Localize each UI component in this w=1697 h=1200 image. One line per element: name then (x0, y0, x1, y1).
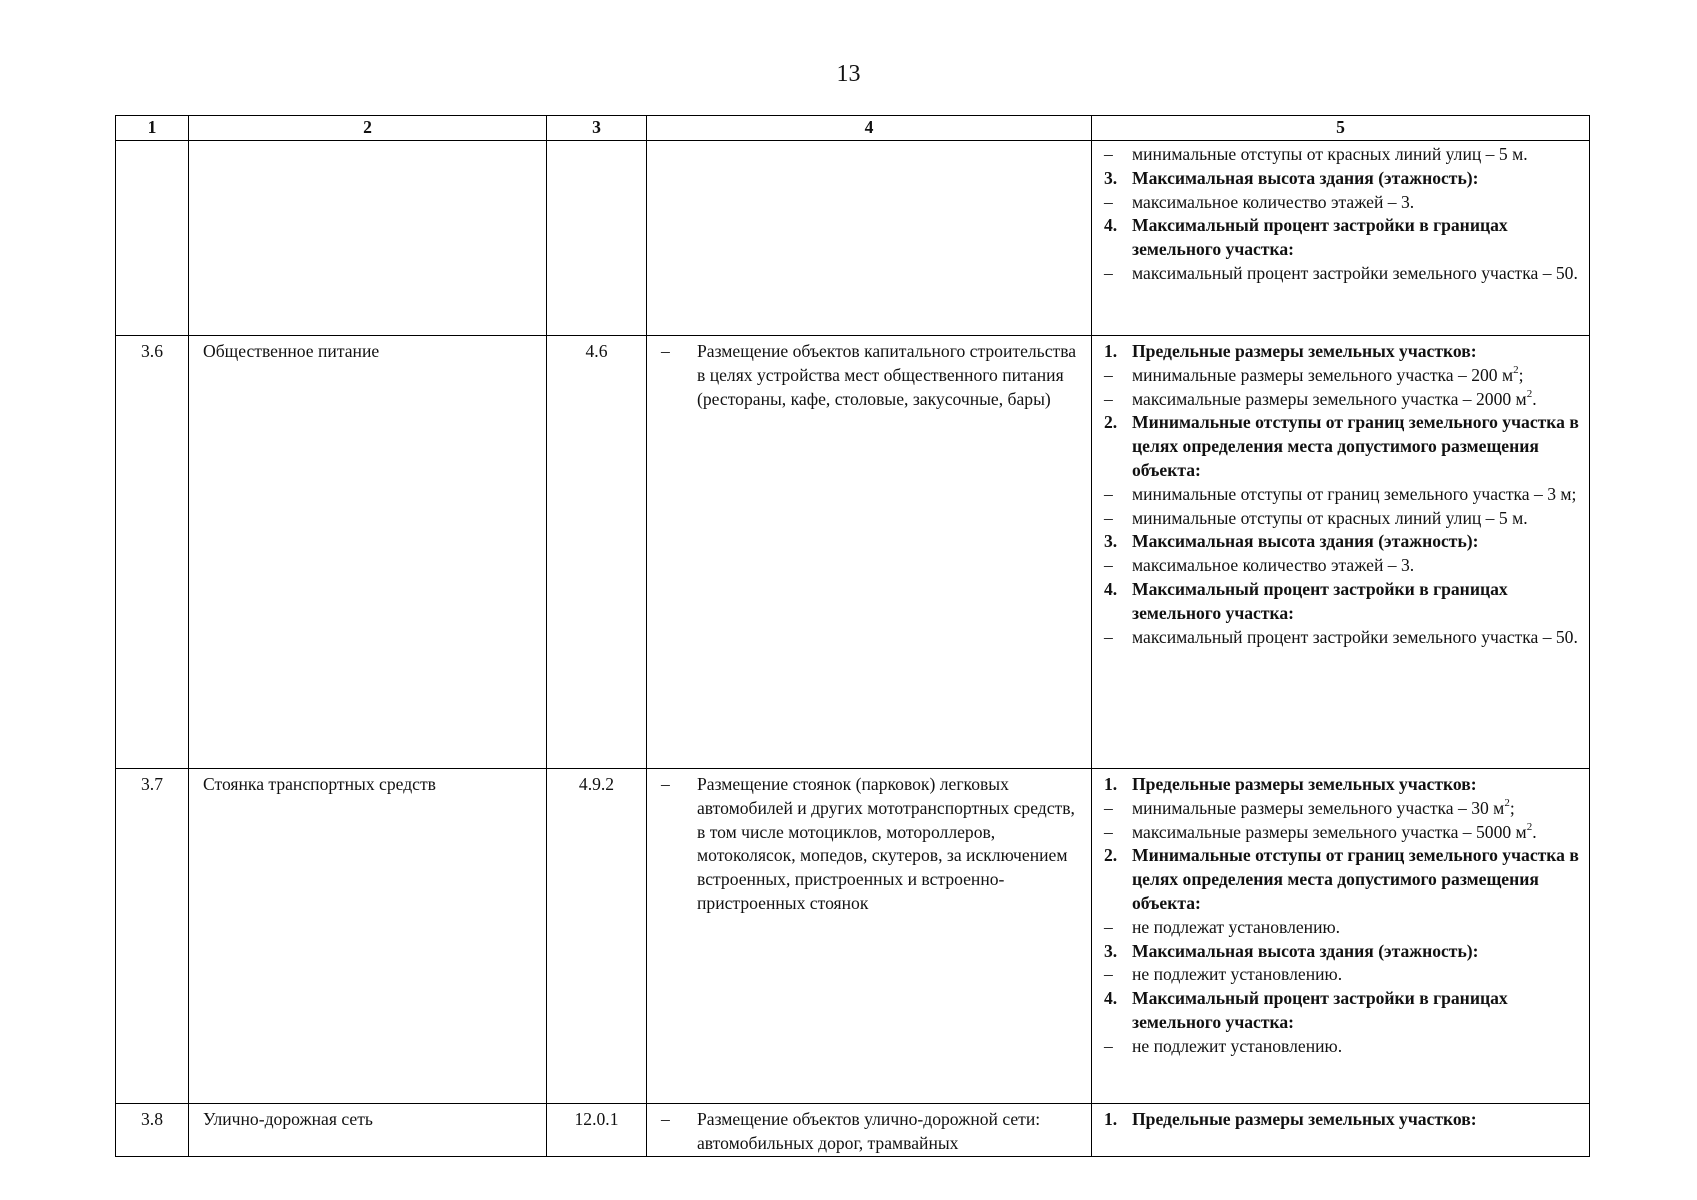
dash-marker: – (661, 341, 670, 361)
parameter-item (1104, 916, 1583, 940)
parameter-text: максимальный процент застройки земельного участка – 50. (1132, 626, 1578, 647)
description-item (661, 340, 1079, 411)
number-marker: 2. (1104, 412, 1118, 433)
parameter-text: минимальные отступы от границ земельного участка – 3 м; (1132, 483, 1577, 504)
parameter-item (1104, 626, 1583, 650)
parameter-item (1104, 262, 1583, 286)
parameter-item (1104, 364, 1583, 388)
parameter-heading (1104, 340, 1583, 364)
dash-marker: – (661, 774, 670, 794)
superscript: 2 (1526, 387, 1533, 400)
number-marker: 4. (1104, 988, 1118, 1009)
parameter-text: не подлежат установлению. (1132, 916, 1341, 937)
cell-description (647, 769, 1092, 1104)
parameter-heading (1104, 578, 1583, 626)
cell-code (547, 141, 647, 336)
parameter-text: Предельные размеры земельных участков: (1132, 1109, 1477, 1129)
dash-marker: – (1104, 483, 1113, 504)
dash-marker: – (1104, 821, 1113, 842)
dash-marker: – (1104, 626, 1113, 647)
dash-marker: – (1104, 1035, 1113, 1056)
parameter-text: Максимальный процент застройки в границах земельного участка: (1132, 215, 1508, 260)
parameter-heading (1104, 940, 1583, 964)
number-marker: 1. (1104, 774, 1118, 794)
superscript: 2 (1513, 363, 1519, 376)
parameter-text: не подлежит установлению. (1132, 1035, 1343, 1056)
cell-num (116, 141, 189, 336)
description-text: Размещение объектов улично-дорожной сети: автомобильных дорог, трамвайных (697, 1109, 1041, 1153)
cell-description (647, 1104, 1092, 1157)
parameter-text: минимальные отступы от красных линий улиц – 5 м. (1132, 144, 1528, 164)
parameter-text: не подлежит установлению. (1132, 964, 1343, 985)
table-row (116, 769, 1590, 1104)
cell-name: Общественное питание (189, 336, 547, 769)
parameter-text: минимальные отступы от красных линий улиц – 5 м. (1132, 507, 1528, 528)
number-marker: 4. (1104, 578, 1118, 599)
parameter-text: Минимальные отступы от границ земельного участка в целях определения места допустимого размещения объекта: (1132, 412, 1579, 480)
dash-marker: – (1104, 144, 1113, 164)
header-col-3: 3 (547, 116, 647, 141)
description-item (661, 1108, 1079, 1156)
parameter-text: максимальные размеры земельного участка – 2000 $м^2$. (1132, 387, 1537, 409)
dash-marker: – (1104, 797, 1113, 818)
table-row (116, 336, 1590, 769)
parameter-heading (1104, 167, 1583, 191)
dash-marker: – (1104, 964, 1113, 985)
dash-marker: – (1104, 507, 1113, 528)
dash-marker: – (1104, 262, 1113, 283)
description-text: Размещение объектов капитального строительства в целях устройства мест общественного питания (рестораны, кафе, столовые, закусочные, бары) (697, 341, 1077, 409)
header-col-5: 5 (1092, 116, 1590, 141)
dash-marker: – (1104, 388, 1113, 409)
parameter-item (1104, 388, 1583, 412)
parameter-text: Предельные размеры земельных участков: (1132, 341, 1477, 361)
parameter-text: Максимальная высота здания (этажность): (1132, 531, 1479, 552)
parameter-item (1104, 821, 1583, 845)
parameter-text: максимальное количество этажей – 3. (1132, 191, 1415, 212)
number-marker: 4. (1104, 215, 1118, 236)
header-col-1: 1 (116, 116, 189, 141)
cell-description (647, 141, 1092, 336)
number-marker: 3. (1104, 531, 1118, 552)
parameter-heading (1104, 214, 1583, 262)
parameter-text: Максимальная высота здания (этажность): (1132, 167, 1479, 188)
parameter-item (1104, 1035, 1583, 1059)
page-number: 13 (836, 61, 861, 87)
superscript: 2 (1526, 820, 1533, 833)
parameter-text: Минимальные отступы от границ земельного участка в целях определения места допустимого размещения объекта: (1132, 845, 1579, 913)
cell-parameters (1092, 769, 1590, 1104)
parameter-text: Максимальный процент застройки в границах земельного участка: (1132, 578, 1508, 623)
parameter-text: максимальные размеры земельного участка – 5000 $м^2$. (1132, 820, 1537, 842)
cell-code: 12.0.1 (547, 1104, 647, 1157)
cell-name: Стоянка транспортных средств (189, 769, 547, 1104)
parameter-heading (1104, 844, 1583, 915)
header-col-2: 2 (189, 116, 547, 141)
cell-num: 3.7 (116, 769, 189, 1104)
cell-name (189, 141, 547, 336)
dash-marker: – (661, 1109, 670, 1129)
superscript: 2 (1504, 796, 1510, 809)
cell-description (647, 336, 1092, 769)
parameter-text: минимальные размеры земельного участка – 30 $м^2$; (1132, 796, 1515, 818)
parameter-item (1104, 483, 1583, 507)
description-item (661, 773, 1079, 916)
parameter-item (1104, 191, 1583, 215)
parameter-text: Максимальный процент застройки в границах земельного участка: (1132, 988, 1508, 1032)
cell-parameters (1092, 141, 1590, 336)
number-marker: 1. (1104, 1109, 1118, 1129)
dash-marker: – (1104, 364, 1113, 385)
parameter-heading (1104, 411, 1583, 482)
parameter-text: минимальные размеры земельного участка – 200 $м^2$; (1132, 363, 1524, 385)
parameter-item (1104, 143, 1583, 167)
cell-parameters (1092, 1104, 1590, 1157)
parameter-item (1104, 963, 1583, 987)
table-header-row (116, 116, 1590, 141)
parameter-heading (1104, 530, 1583, 554)
number-marker: 1. (1104, 341, 1118, 361)
parameter-item (1104, 507, 1583, 531)
table-row-continued (116, 141, 1590, 336)
parameter-text: максимальное количество этажей – 3. (1132, 555, 1415, 576)
cell-name: Улично-дорожная сеть (189, 1104, 547, 1157)
table-row (116, 1104, 1590, 1157)
dash-marker: – (1104, 191, 1113, 212)
cell-parameters (1092, 336, 1590, 769)
parameter-text: Максимальная высота здания (этажность): (1132, 940, 1479, 961)
number-marker: 3. (1104, 940, 1118, 961)
parameter-heading (1104, 1108, 1583, 1132)
cell-code: 4.9.2 (547, 769, 647, 1104)
description-text: Размещение стоянок (парковок) легковых автомобилей и других мототранспортных средств, в том числе мотоциклов, мотороллеров, мотоколясок, мопедов, скутеров, за исключением встроенных, пристроенных и встроенно-пристроенных стоянок (697, 774, 1075, 913)
parameter-item (1104, 554, 1583, 578)
parameter-text: максимальный процент застройки земельного участка – 50. (1132, 262, 1578, 283)
cell-code: 4.6 (547, 336, 647, 769)
cell-num: 3.8 (116, 1104, 189, 1157)
number-marker: 2. (1104, 845, 1118, 866)
dash-marker: – (1104, 916, 1113, 937)
cell-num: 3.6 (116, 336, 189, 769)
header-col-4: 4 (647, 116, 1092, 141)
dash-marker: – (1104, 555, 1113, 576)
parameter-heading (1104, 773, 1583, 797)
zoning-table (115, 115, 1590, 1157)
parameter-item (1104, 797, 1583, 821)
number-marker: 3. (1104, 167, 1118, 188)
parameter-heading (1104, 987, 1583, 1035)
parameter-text: Предельные размеры земельных участков: (1132, 774, 1477, 794)
